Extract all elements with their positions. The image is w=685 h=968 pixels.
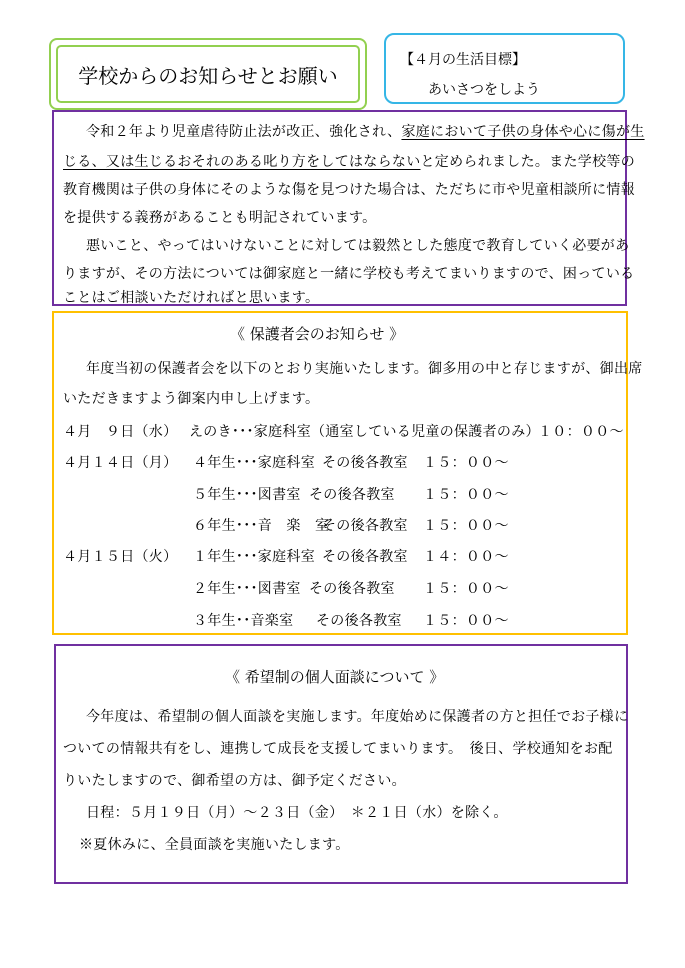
schedule-grade-room: ４年生･･･家庭科室	[193, 455, 315, 471]
schedule-place: その後各教室	[322, 518, 408, 534]
schedule-time: １５：００～	[423, 487, 509, 503]
schedule-time: １５：００～	[423, 613, 509, 629]
schedule-place: その後各教室	[322, 549, 408, 565]
schedule-time: １０：００～	[538, 424, 624, 440]
notice-line-3: 教育機関は子供の身体にそのような傷を見つけた場合は、ただちに市や児童相談所に情報	[63, 182, 635, 198]
parent-meeting-intro-2: いただきますよう御案内申し上げます。	[63, 391, 320, 407]
schedule-grade-room: ２年生･･･図書室	[193, 581, 301, 597]
schedule-time: １５：００～	[423, 455, 509, 471]
title-frame	[49, 38, 367, 110]
interview-note: ※夏休みに、全員面談を実施いたします。	[79, 837, 350, 853]
monthly-goal-box	[384, 33, 625, 104]
schedule-date: ４月１５日（火）	[63, 549, 178, 565]
schedule-time: １４：００～	[423, 549, 509, 565]
interview-line-1: 今年度は、希望制の個人面談を実施します。年度始めに保護者の方と担任でお子様に	[86, 709, 629, 725]
schedule-place: その後各教室	[309, 487, 395, 503]
notice-text: 令和２年より児童虐待防止法が改正、強化され、	[86, 124, 402, 140]
notice-underlined-text: じる、又は生じるおそれのある叱り方をしてはならない	[63, 154, 421, 170]
schedule-grade-room: えのき･･･家庭科室（通室している児童の保護者のみ）	[189, 424, 540, 440]
notice-line-7: ことはご相談いただければと思います。	[63, 290, 320, 306]
schedule-time: １５：００～	[423, 518, 509, 534]
schedule-grade-room: ３年生･･音楽室	[193, 613, 294, 629]
schedule-grade-room: ６年生･･･音 楽 室	[193, 518, 330, 534]
schedule-grade-room: ５年生･･･図書室	[193, 487, 301, 503]
monthly-goal-label: 【４月の生活目標】	[400, 52, 526, 68]
schedule-time: １５：００～	[423, 581, 509, 597]
monthly-goal-text: あいさつをしよう	[428, 82, 540, 98]
schedule-grade-room: １年生･･･家庭科室	[193, 549, 315, 565]
parent-meeting-intro-1: 年度当初の保護者会を以下のとおり実施いたします。御多用の中と存じますが、御出席	[86, 361, 643, 377]
schedule-place: その後各教室	[322, 455, 408, 471]
schedule-place: その後各教室	[309, 581, 395, 597]
schedule-place: その後各教室	[316, 613, 402, 629]
notice-text: と定められました。また学校等の	[420, 154, 635, 170]
page-title: 学校からのお知らせとお願い	[56, 45, 360, 103]
schedule-date: ４月 ９日（水）	[63, 424, 178, 440]
interview-line-2: ついての情報共有をし、連携して成長を支援してまいります。 後日、学校通知をお配	[63, 741, 613, 757]
interview-dates: 日程：５月１９日（月）～２３日（金） ＊２１日（水）を除く。	[86, 805, 508, 821]
schedule-date: ４月１４日（月）	[63, 455, 178, 471]
parent-meeting-heading: 《 保護者会のお知らせ 》	[230, 325, 405, 343]
interview-line-3: りいたしますので、御希望の方は、御予定ください。	[63, 773, 406, 789]
notice-line-4: を提供する義務があることも明記されています。	[63, 210, 377, 226]
notice-line-5: 悪いこと、やってはいけないことに対しては毅然とした態度で教育していく必要があ	[86, 238, 630, 254]
interview-heading: 《 希望制の個人面談について 》	[225, 668, 445, 686]
notice-underlined-text: 家庭において子供の身体や心に傷が生	[401, 124, 645, 140]
notice-line-1	[86, 121, 645, 141]
notice-line-6: りますが、その方法については御家庭と一緒に学校も考えてまいりますので、困っている	[63, 266, 635, 282]
notice-line-2	[63, 151, 635, 171]
